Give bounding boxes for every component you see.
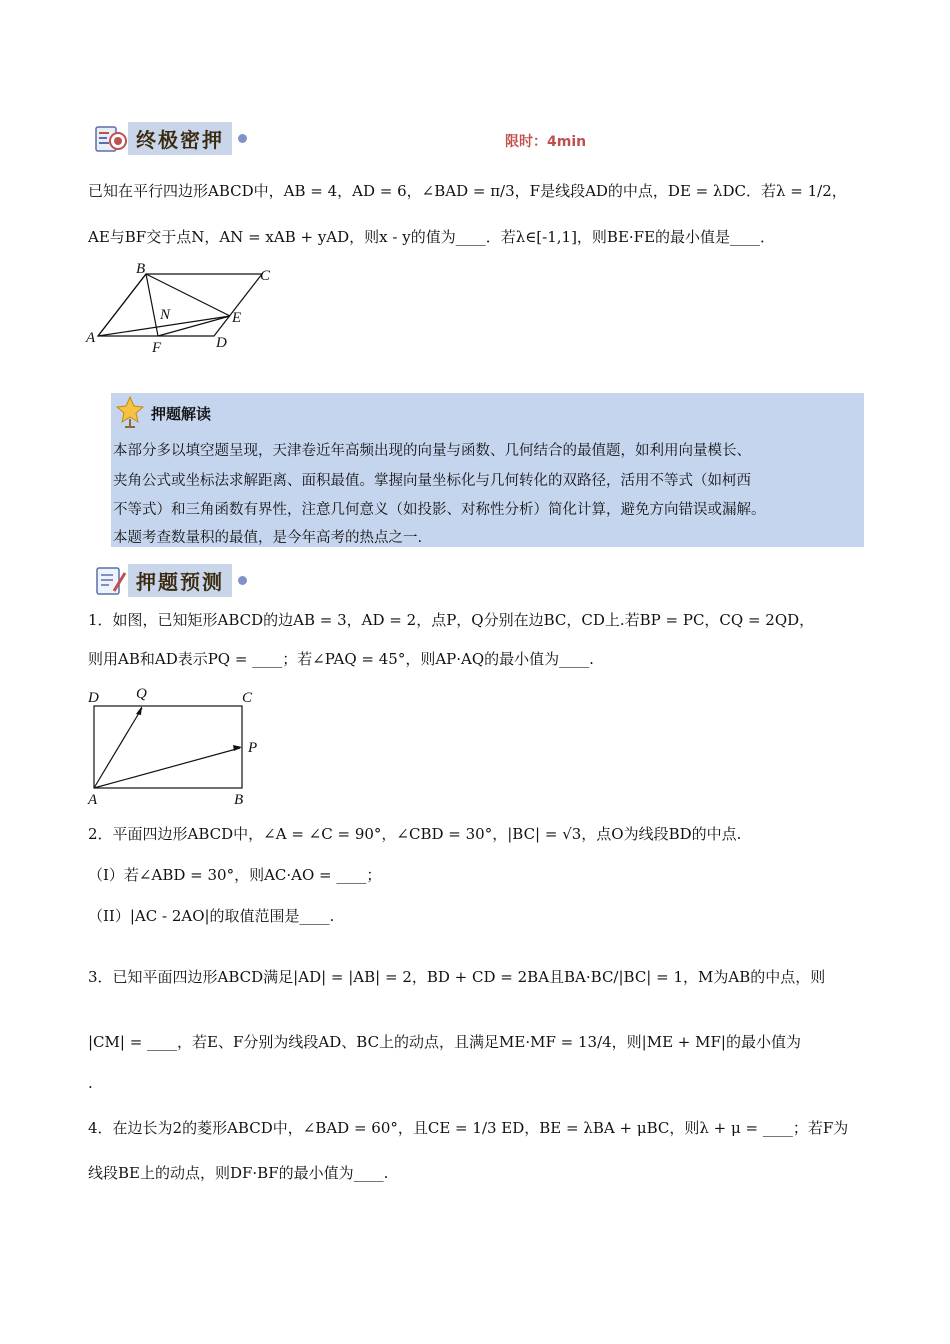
label-A: A: [86, 330, 96, 346]
analysis-line-1: 本部分多以填空题呈现，天津卷近年高频出现的向量与函数、几何结合的最值题，如利用向量模长、: [113, 443, 751, 459]
label-C: C: [260, 268, 271, 284]
label-D: D: [216, 335, 227, 351]
notepad-icon: [94, 563, 128, 597]
q1-line-1: 1．如图，已知矩形ABCD的边AB = 3，AD = 2，点P，Q分别在边BC，CD上.若BP = PC，CQ = 2QD，: [88, 611, 815, 629]
parallelogram-figure: [84, 258, 284, 358]
analysis-line-2: 夹角公式或坐标法求解距离、面积最值。掌握向量坐标化与几何转化的双路径，活用不等式（如柯西: [113, 473, 751, 489]
q4-line-1: 4．在边长为2的菱形ABCD中，∠BAD = 60°，且CE = 1/3 ED，BE = λBA + μBC，则λ + μ = ____；若F为: [88, 1119, 849, 1137]
star-icon: [115, 395, 145, 433]
q3-line-3: .: [88, 1074, 93, 1092]
q2-line-1: 2．平面四边形ABCD中，∠A = ∠C = 90°，∠CBD = 30°，|BC| = √3，点O为线段BD的中点.: [88, 825, 742, 843]
section-header-predict: [94, 563, 247, 597]
section-title-predict: 押题预测: [128, 564, 232, 597]
section-title: 终极密押: [128, 122, 232, 155]
label-N: N: [160, 307, 171, 323]
label-P2: P: [248, 740, 258, 756]
label-C2: C: [242, 690, 253, 706]
label-B2: B: [234, 792, 244, 808]
label-E: E: [232, 310, 242, 326]
q2-line-3: （II）|AC - 2AO|的取值范围是____.: [88, 907, 335, 925]
target-icon: [94, 123, 128, 155]
analysis-box: [111, 393, 864, 547]
section-header-final: [94, 122, 247, 155]
label-D2: D: [88, 690, 99, 706]
label-B: B: [136, 261, 146, 277]
q3-line-1: 3．已知平面四边形ABCD满足|AD| = |AB| = 2，BD + CD = 2BA且BA·BC/|BC| = 1，M为AB的中点，则: [88, 968, 826, 986]
label-A2: A: [88, 792, 98, 808]
q3-line-2: |CM| = ____，若E、F分别为线段AD、BC上的动点，且满足ME·MF = 13/4，则|ME + MF|的最小值为: [88, 1033, 801, 1051]
analysis-title: 押题解读: [151, 405, 212, 423]
analysis-line-3: 不等式）和三角函数有界性，注意几何意义（如投影、对称性分析）简化计算，避免方向错误或漏解。: [113, 502, 766, 518]
q2-line-2: （I）若∠ABD = 30°，则AC·AO = ____；: [88, 866, 382, 884]
label-F: F: [152, 340, 162, 356]
decorative-dot: [238, 134, 247, 143]
time-limit: 限时：4min: [505, 134, 587, 150]
q4-line-2: 线段BE上的动点，则DF·BF的最小值为____.: [88, 1164, 389, 1182]
analysis-line-4: 本题考查数量积的最值，是今年高考的热点之一.: [113, 530, 423, 546]
main-problem-line-1: 已知在平行四边形ABCD中，AB = 4，AD = 6，∠BAD = π/3，F是线段AD的中点，DE = λDC．若λ = 1/2，: [88, 182, 847, 200]
label-Q2: Q: [136, 686, 147, 702]
q1-line-2: 则用AB和AD表示PQ = ____；若∠PAQ = 45°，则AP·AQ的最小值为____.: [88, 650, 594, 668]
decorative-dot-2: [238, 576, 247, 585]
rectangle-figure: [84, 682, 274, 810]
main-problem-line-2: AE与BF交于点N，AN = xAB + yAD，则x - y的值为____．若λ∈[-1,1]，则BE·FE的最小值是____．: [88, 228, 776, 246]
